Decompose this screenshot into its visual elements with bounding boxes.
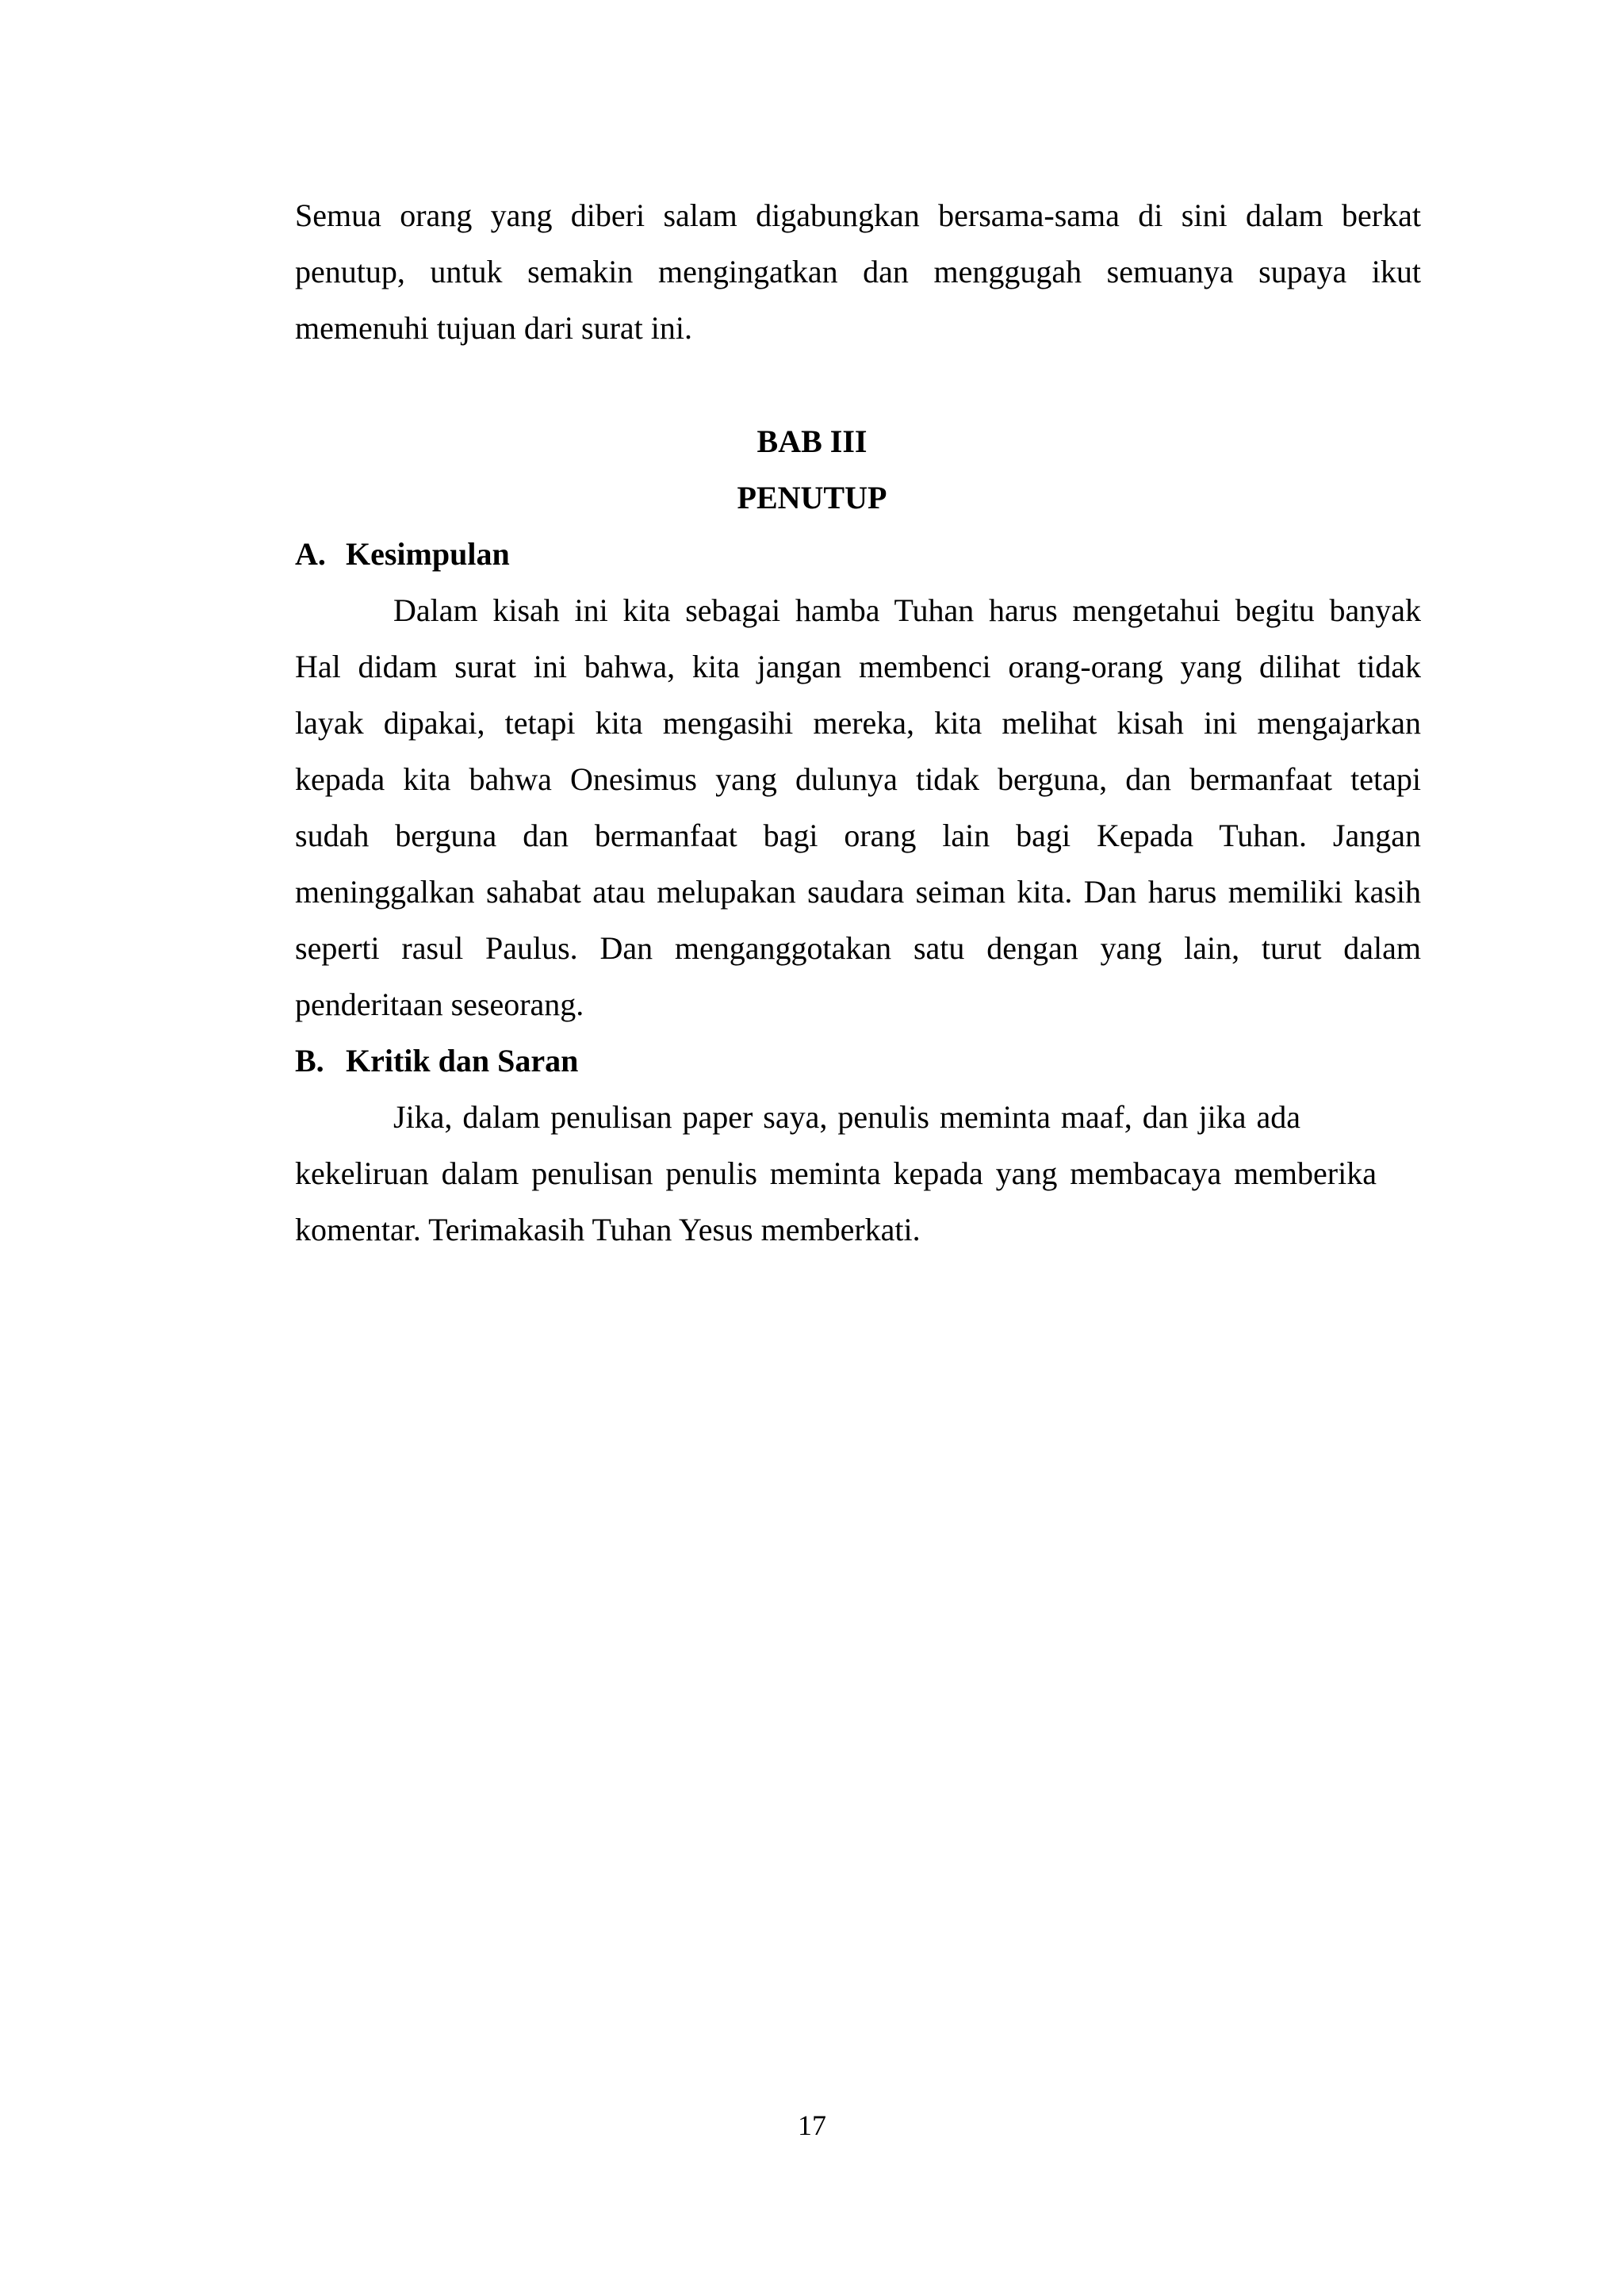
chapter-title: PENUTUP	[737, 480, 887, 515]
section-b-label: B.	[295, 1043, 324, 1079]
section-a-line-5: sudah berguna dan bermanfaat bagi orang lain bagi Kepada Tuhan. Jangan	[295, 818, 1421, 853]
section-a-line-1: Dalam kisah ini kita sebagai hamba Tuhan harus mengetahui begitu banyak	[393, 592, 1421, 628]
intro-paragraph	[295, 187, 1421, 356]
section-a-line-8: penderitaan seseorang.	[295, 987, 584, 1022]
section-a-title: Kesimpulan	[346, 536, 510, 572]
page-number: 17	[798, 2109, 826, 2141]
intro-line-1: Semua orang yang diberi salam digabungkan bersama-sama di sini dalam berkat	[295, 197, 1421, 233]
chapter-number: BAB III	[756, 423, 868, 459]
section-b-line-2: kekeliruan dalam penulisan penulis meminta kepada yang membacaya memberika	[295, 1155, 1377, 1191]
section-a-line-4: kepada kita bahwa Onesimus yang dulunya tidak berguna, dan bermanfaat tetapi	[295, 761, 1421, 797]
section-a-label: A.	[295, 536, 326, 572]
section-a-line-3: layak dipakai, tetapi kita mengasihi mereka, kita melihat kisah ini mengajarkan	[295, 705, 1421, 741]
section-a-line-2: Hal didam surat ini bahwa, kita jangan membenci orang-orang yang dilihat tidak	[295, 649, 1421, 684]
intro-line-3: memenuhi tujuan dari surat ini.	[295, 310, 692, 346]
section-a-paragraph	[295, 582, 1421, 1033]
intro-line-2: penutup, untuk semakin mengingatkan dan menggugah semuanya supaya ikut	[295, 254, 1421, 289]
section-b-title: Kritik dan Saran	[346, 1043, 579, 1079]
section-b-line-1: Jika, dalam penulisan paper saya, penulis meminta maaf, dan jika ada	[393, 1099, 1300, 1135]
section-a-line-7: seperti rasul Paulus. Dan menganggotakan satu dengan yang lain, turut dalam	[295, 930, 1421, 966]
section-b-heading	[295, 1033, 578, 1089]
section-a-line-6: meninggalkan sahabat atau melupakan saudara seiman kita. Dan harus memiliki kasih	[295, 874, 1421, 910]
section-a-heading	[295, 526, 510, 582]
section-b-paragraph	[295, 1089, 1421, 1258]
section-b-line-3: komentar. Terimakasih Tuhan Yesus memberkati.	[295, 1212, 921, 1247]
